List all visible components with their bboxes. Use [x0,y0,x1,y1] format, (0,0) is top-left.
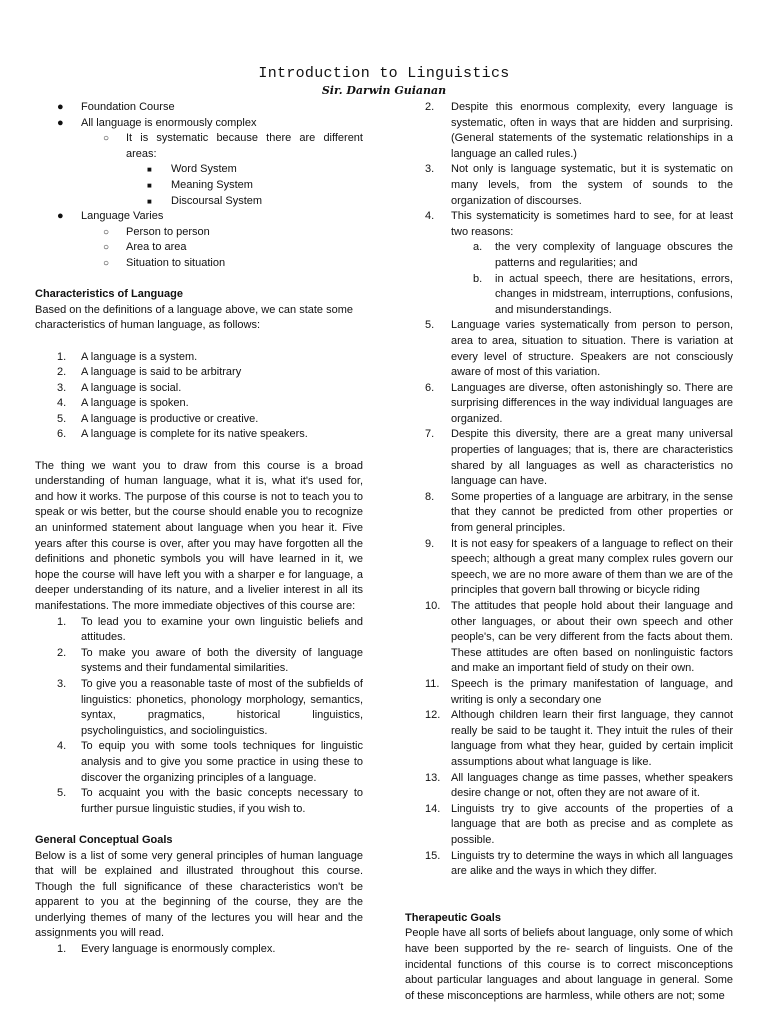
paragraph: People have all sorts of beliefs about language, only some of which have been supported by the re- search of linguists. One of the incidental functions of this course is to correct misconceptions about particular languages and about language in general. Some of these misconceptions are harmless, while others are not; some [405,927,733,1002]
bullet-square-icon: ■ [147,196,152,206]
numbered-item: 10. The attitudes that people hold about their language and other languages, or about their own speech and other people's, can be very different from the facts about them. These attitudes are often based on nonlinguistic factors and make an important field of study on their own. [425,600,733,675]
numbered-item: 4. This systematicity is sometimes hard to see, for at least two reasons: [425,210,733,238]
author-name: Sir. Darwin Guianan [321,84,447,97]
bullet-circle-icon: ○ [103,133,110,145]
section-heading: General Conceptual Goals [35,833,173,846]
numbered-item: 6. A language is complete for its native speakers. [57,428,308,441]
numbered-item: 3. To give you a reasonable taste of most of the subfields of linguistics: phonetics, phonology morphology, semantics, syntax, pragmatics, historical linguistics, psycholinguistics, and sociolinguistics. [57,677,363,737]
numbered-item: 5. A language is productive or creative. [57,412,259,425]
left-column [35,100,363,958]
section-heading: Characteristics of Language [35,288,183,301]
bullet-dot-icon: ● [57,101,64,113]
sub-sub-bullet-item: ■ Discoursal System [35,194,363,210]
sub-bullet-item: ○ It is systematic because there are different areas: [35,131,363,162]
numbered-item: 13. All languages change as time passes, whether speakers desire change or not, often they are not aware of it. [425,771,733,800]
paragraph: Based on the definitions of a language above, we can state some characteristics of human language, as follows: [35,303,353,332]
document-title: Introduction to Linguistics [258,65,510,82]
numbered-item: 2. To make you aware of both the diversity of language systems and their fundamental similarities. [57,646,363,675]
numbered-item: 1. To lead you to examine your own linguistic beliefs and attitudes. [57,615,363,644]
bullet-circle-icon: ○ [103,242,110,254]
numbered-item: 2. A language is said to be arbitrary [57,366,242,379]
bullet-item: ● Foundation Course [35,100,363,116]
numbered-item: 1. A language is a system. [57,350,198,363]
sub-bullet-item: ○ Person to person [35,225,363,241]
bullet-item: ● All language is enormously complex [35,116,363,132]
bullet-dot-icon: ● [57,116,64,129]
paragraph: The thing we want you to draw from this course is a broad understanding of human language, what it is, what it's used for, and how it works. The purpose of this course is not to teach you to speak or wis better, but the course should enable you to recognize an uninformed statement about language when you hear it. Five years after this course is over, after you may have forgotten all the definitions and phonetic symbols you will have learned in it, we hope the course will have left you with a sharper e for language, a deeper understanding of its nature, and a livelier interest in all its manifestations. The more immediate objectives of this course are: [35,459,363,612]
numbered-item: 1. Every language is enormously complex. [57,943,276,956]
bullet-circle-icon: ○ [103,257,110,269]
sub-sub-bullet-item: ■ Word System [35,162,363,178]
sub-bullet-item: ○ Area to area [35,240,363,256]
numbered-item: 5. To acquaint you with the basic concepts necessary to further pursue linguistic studies, if you wish to. [57,787,363,815]
bullet-square-icon: ■ [147,180,152,190]
sub-bullet-item: ○ Situation to situation [35,256,363,272]
section-heading: Therapeutic Goals [405,911,501,924]
numbered-item: 3. A language is social. [57,381,182,394]
numbered-item: 11. Speech is the primary manifestation of language, and writing is only a secondary one [425,677,733,706]
numbered-item: 4. To equip you with some tools techniques for linguistic analysis and to give you some practice in using these to discover the organizing principles of a language. [57,740,363,784]
numbered-item: 15. Linguists try to determine the ways in which all languages are alike and the ways in which they differ. [425,849,733,878]
bullet-circle-icon: ○ [103,226,110,238]
sub-sub-bullet-item: ■ Meaning System [35,178,363,194]
numbered-item: 14. Linguists try to give accounts of the properties of a language that are both as precise and as complete as possible. [425,802,733,846]
numbered-item: 3. Not only is language systematic, but it is systematic on many levels, from the system of sounds to the organization of discourses. [425,163,733,207]
paragraph: Below is a list of some very general principles of human language that will be explained and illustrated throughout this course. Though the full significance of these characteristics won't be apparent to you at the beginning of the course, they are the underlying themes of many of the lectures you will hear and the assignments you will read. [35,849,363,940]
bullet-square-icon: ■ [147,165,152,175]
numbered-item: 8. Some properties of a language are arbitrary, in the sense that they cannot be predicted from other properties or from general principles. [425,490,733,535]
numbered-item: 12. Although children learn their first language, they cannot really be said to be taught it. They intuit the rules of their language from what they hear, guided by certain implicit assumptions about what language is like. [425,709,733,768]
numbered-item: 7. Despite this diversity, there are a great many universal properties of languages; that is, there are characteristics shared by all languages as well as characteristics no language can have. [425,428,733,488]
numbered-item: 9. It is not easy for speakers of a language to reflect on their speech; although a great many complex rules govern our speech, we are no more aware of them than we are of the principles that govern ball throwing or bicycle riding [425,537,733,597]
right-column [405,100,733,1004]
lettered-item: b. in actual speech, there are hesitations, errors, changes in midstream, interruptions, confusions, and misunderstandings. [473,272,733,316]
numbered-item: 2. Despite this enormous complexity, every language is systematic, often in ways that are hidden and surprising. (General statements of the systematic relationships in a language an called rules.) [425,101,733,160]
numbered-item: 4. A language is spoken. [57,397,189,410]
bullet-dot-icon: ● [57,210,64,223]
numbered-item: 6. Languages are diverse, often astonishingly so. There are surprising differences in the way individual languages are organized. [425,381,733,425]
bullet-item: ● Language Varies [35,209,363,225]
numbered-item: 5. Language varies systematically from person to person, area to area, situation to situation. There is variation at every level of structure. Speakers are not consciously aware of most of this variation. [425,319,733,379]
lettered-item: a. the very complexity of language obscures the patterns and regularities; and [473,241,733,269]
